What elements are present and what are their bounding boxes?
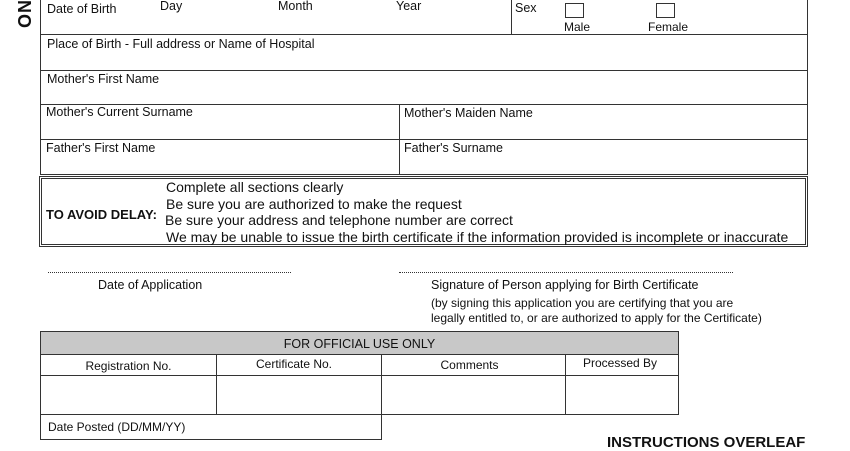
registration-no-field[interactable] (40, 375, 217, 415)
dob-month-label: Month (278, 0, 313, 13)
avoid-delay-line: Complete all sections clearly (166, 179, 344, 195)
male-label: Male (564, 20, 591, 34)
female-checkbox[interactable] (656, 3, 675, 18)
registration-no-label: Registration No. (85, 359, 172, 373)
processed-by-field[interactable] (565, 375, 679, 415)
certificate-no-label: Certificate No. (255, 357, 333, 371)
date-of-application-label: Date of Application (98, 278, 203, 292)
processed-by-label: Processed By (582, 356, 658, 370)
instructions-overleaf: INSTRUCTIONS OVERLEAF (607, 434, 806, 451)
dob-label: Date of Birth (47, 2, 117, 16)
signature-note-line1: (by signing this application you are certifying that you are (431, 296, 734, 310)
date-of-application-line[interactable] (48, 272, 291, 273)
father-first-name-label: Father's First Name (46, 141, 156, 155)
signature-label: Signature of Person applying for Birth Certificate (431, 278, 699, 292)
official-use-title: FOR OFFICIAL USE ONLY (283, 337, 436, 351)
sex-divider (511, 0, 512, 35)
female-label: Female (648, 20, 689, 34)
avoid-delay-line: We may be unable to issue the birth certificate if the information provided is incomplete or inaccurate (166, 228, 789, 245)
comments-field[interactable] (381, 375, 566, 415)
sex-label: Sex (515, 1, 537, 15)
signature-line[interactable] (399, 272, 733, 273)
comments-label: Comments (440, 358, 499, 372)
certificate-no-field[interactable] (216, 375, 382, 415)
avoid-delay-instructions (166, 179, 788, 245)
avoid-delay-label: TO AVOID DELAY: (46, 207, 157, 222)
avoid-delay-line: Be sure you are authorized to make the request (166, 195, 462, 212)
dob-year-label: Year (396, 0, 422, 13)
mother-current-surname-label: Mother's Current Surname (46, 105, 193, 119)
dob-row (40, 0, 808, 35)
place-of-birth-label: Place of Birth - Full address or Name of Hospital (47, 37, 315, 51)
side-heading: NO (14, 0, 34, 29)
avoid-delay-line: Be sure your address and telephone number are correct (165, 212, 513, 228)
father-surname-label: Father's Surname (404, 141, 503, 155)
mother-maiden-name-label: Mother's Maiden Name (404, 106, 533, 120)
signature-note-line2: legally entitled to, or are authorized to apply for the Certificate) (431, 311, 762, 325)
male-checkbox[interactable] (565, 3, 584, 18)
mother-first-name-label: Mother's First Name (47, 72, 160, 86)
date-posted-label: Date Posted (DD/MM/YY) (48, 420, 186, 434)
dob-day-label: Day (160, 0, 183, 13)
